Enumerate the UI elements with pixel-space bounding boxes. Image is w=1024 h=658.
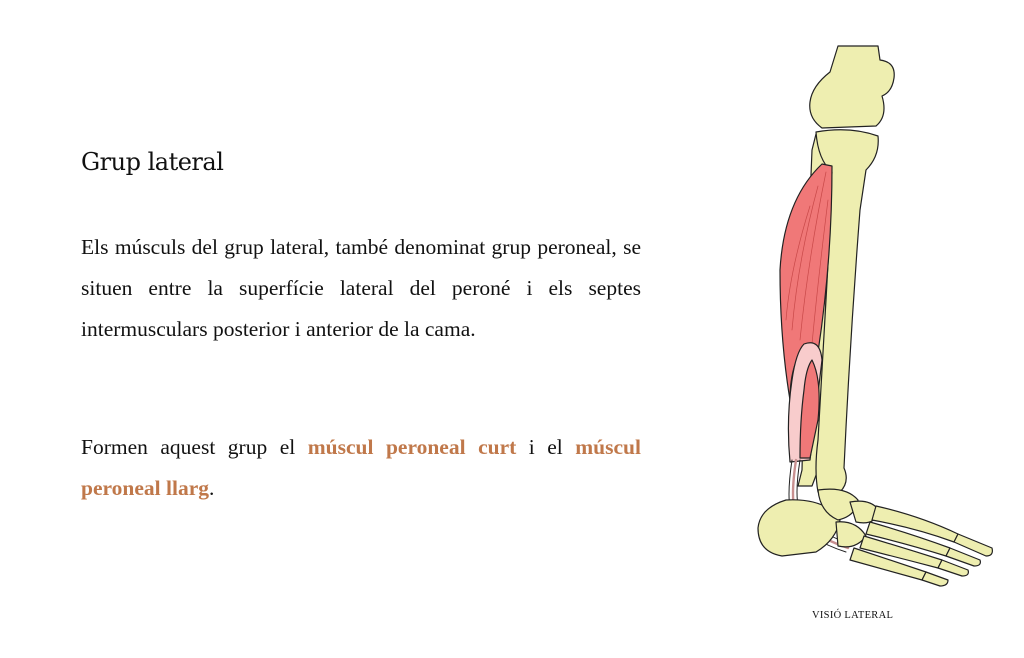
- description-paragraph: Els músculs del grup lateral, també denominat grup peroneal, se situen entre la superfície lateral del peroné i els septes intermusculars posterior i anterior de la cama.: [81, 235, 641, 341]
- figure-caption: VISIÓ LATERAL: [812, 610, 894, 621]
- peroneal-curt-link[interactable]: múscul peroneal curt: [307, 435, 517, 459]
- peroneal-llarg-link[interactable]: múscul peroneal llarg: [81, 435, 641, 500]
- paragraph-text-middle: i el: [516, 435, 576, 459]
- page-title: Grup lateral: [81, 148, 224, 176]
- paragraph-text-start: Formen aquest grup el: [81, 435, 308, 459]
- leg-lateral-illustration: [740, 40, 1010, 600]
- paragraph-text-end: .: [209, 476, 215, 500]
- muscles-paragraph: [81, 427, 641, 509]
- phalanges-5: [922, 572, 948, 586]
- femur-bone: [810, 46, 894, 128]
